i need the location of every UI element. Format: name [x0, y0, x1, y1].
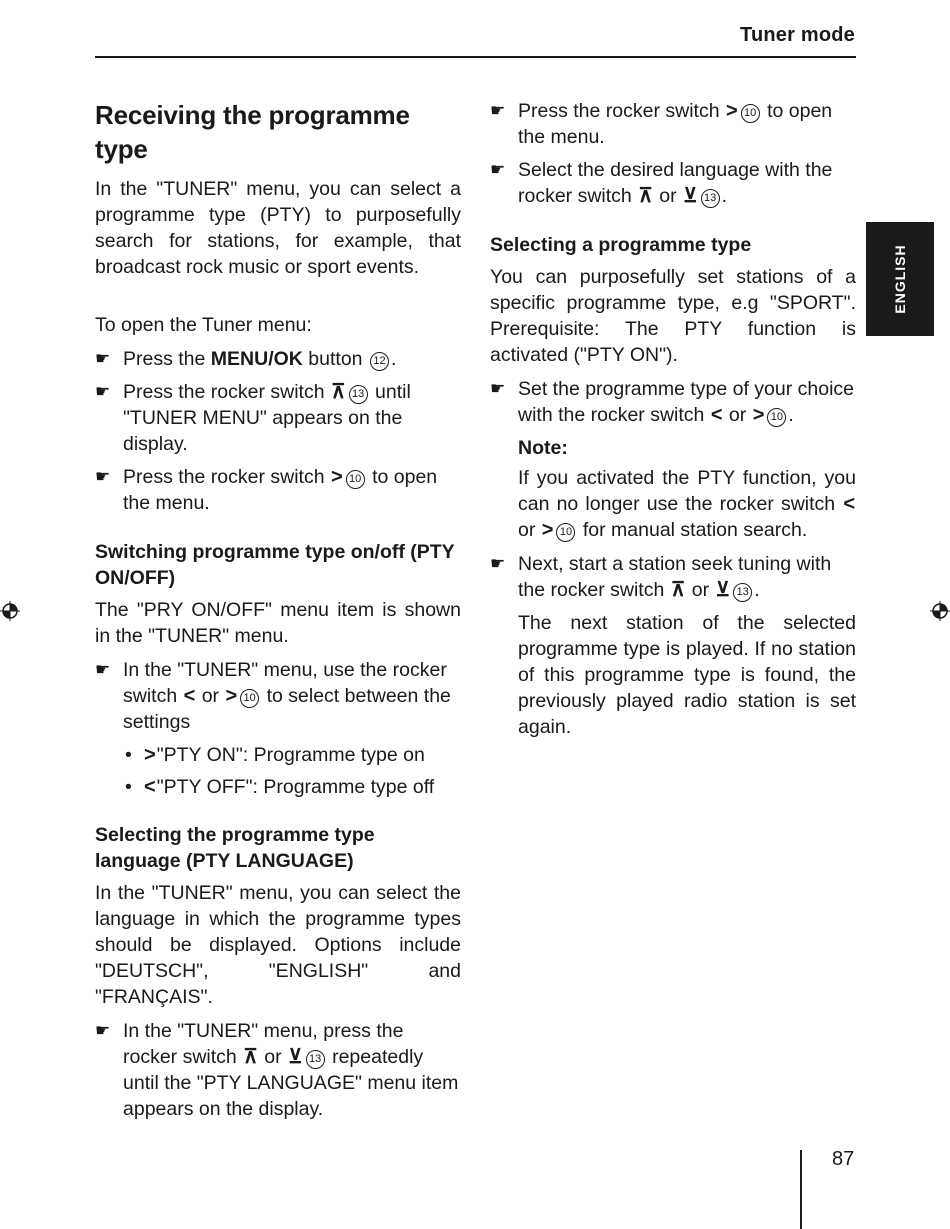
intro-paragraph: In the "TUNER" menu, you can select a programme type (PTY) to purposefully search for stations, for example, that broadcast rock music or sport events. — [95, 178, 461, 278]
ref-number-13: 13 — [306, 1050, 325, 1069]
page-number-rule — [800, 1150, 802, 1229]
pty-language-description: In the "TUNER" menu, you can select the language in which the programme types should be displayed. Options include "DEUTSCH", "ENGLISH" and "FRANÇAIS". — [95, 882, 461, 1008]
rocker-right-icon: > — [330, 466, 343, 488]
language-tab — [866, 222, 934, 336]
ref-number-13: 13 — [349, 385, 368, 404]
step-set-programme-type: ☛ Set the programme type of your choice with the rocker switch < or > 10 . — [490, 378, 855, 426]
option-pty-off: • <"PTY OFF": Programme type off — [125, 776, 435, 798]
step-open-menu: ☛ Press the rocker switch > 10 to open the menu. — [95, 466, 438, 514]
rocker-down-icon: ⊻ — [715, 579, 731, 601]
step-seek-tuning: ☛ Next, start a station seek tuning with the rocker switch ⊼ or ⊻ 13 . — [490, 553, 832, 601]
rocker-down-icon: ⊻ — [288, 1046, 303, 1068]
page-number: 87 — [832, 1148, 855, 1170]
rocker-left-icon: < — [710, 404, 723, 426]
bullet-icon: • — [125, 776, 132, 798]
ref-number-10: 10 — [240, 689, 259, 708]
step-press-menu-ok: ☛ Press the MENU/OK button 12 . — [95, 348, 397, 370]
heading-select-programme-type: Selecting a programme type — [490, 234, 752, 256]
ref-number-10: 10 — [346, 470, 365, 489]
pointing-hand-icon: ☛ — [95, 349, 111, 368]
ref-number-12: 12 — [370, 352, 389, 371]
menu-ok-button-label: MENU/OK — [210, 348, 303, 370]
pointing-hand-icon: ☛ — [490, 101, 506, 120]
rocker-right-icon: > — [144, 744, 156, 766]
rocker-right-icon: > — [541, 519, 554, 541]
step-rocker-up: ☛ Press the rocker switch ⊼ 13 until "TUNER MENU" appears on the display. — [95, 381, 411, 455]
pointing-hand-icon: ☛ — [95, 467, 111, 486]
ref-number-13: 13 — [701, 189, 720, 208]
pointing-hand-icon: ☛ — [95, 382, 111, 401]
rocker-left-icon: < — [843, 493, 855, 515]
step-pty-language: ☛ In the "TUNER" menu, press the rocker switch ⊼ or ⊻ 13 repeatedly until the "PTY LANGUAGE" menu item appears on the display. — [95, 1020, 459, 1120]
pointing-hand-icon: ☛ — [95, 1021, 111, 1040]
rocker-up-icon: ⊼ — [330, 381, 346, 403]
section-title: Receiving the programme type — [95, 100, 410, 164]
rocker-up-icon: ⊼ — [243, 1046, 258, 1068]
pointing-hand-icon: ☛ — [490, 379, 506, 398]
ref-number-13: 13 — [733, 583, 752, 602]
registration-mark-icon — [0, 601, 20, 621]
pty-on-off-description: The "PRY ON/OFF" menu item is shown in the "TUNER" menu. — [95, 599, 461, 647]
note-title: Note: — [518, 437, 568, 459]
rocker-left-icon: < — [183, 685, 196, 707]
header-rule — [95, 56, 856, 58]
language-tab-label: ENGLISH — [892, 244, 908, 314]
section-header: Tuner mode — [740, 24, 855, 46]
seek-result-text: The next station of the selected programme type is played. If no station of this programme type is found, the previously played radio station is set again. — [518, 612, 856, 738]
heading-pty-language: Selecting the programme type language (PTY LANGUAGE) — [95, 824, 375, 872]
rocker-up-icon: ⊼ — [638, 185, 653, 207]
rocker-right-icon: > — [752, 404, 765, 426]
rocker-up-icon: ⊼ — [670, 579, 686, 601]
pointing-hand-icon: ☛ — [490, 160, 506, 179]
note-text: If you activated the PTY function, you can no longer use the rocker switch < or > 10 for manual station search. — [518, 467, 856, 541]
registration-mark-icon — [930, 601, 950, 621]
open-menu-label: To open the Tuner menu: — [95, 314, 312, 336]
select-programme-description: You can purposefully set stations of a specific programme type, e.g "SPORT". Prerequisite: The PTY function is activated ("PTY ON"). — [490, 266, 856, 366]
ref-number-10: 10 — [767, 408, 786, 427]
rocker-left-icon: < — [144, 776, 156, 798]
pointing-hand-icon: ☛ — [95, 660, 111, 679]
ref-number-10: 10 — [741, 104, 760, 123]
left-column — [95, 98, 461, 1129]
right-column — [490, 98, 856, 740]
ref-number-10: 10 — [556, 523, 575, 542]
step-select-setting: ☛ In the "TUNER" menu, use the rocker switch < or > 10 to select between the settings — [95, 659, 451, 733]
step-select-language: ☛ Select the desired language with the rocker switch ⊼ or ⊻ 13 . — [490, 159, 833, 207]
bullet-icon: • — [125, 744, 132, 766]
rocker-right-icon: > — [225, 685, 238, 707]
rocker-down-icon: ⊻ — [683, 185, 698, 207]
rocker-right-icon: > — [725, 100, 738, 122]
pointing-hand-icon: ☛ — [490, 554, 506, 573]
option-pty-on: • >"PTY ON": Programme type on — [125, 744, 425, 766]
step-open-language-menu: ☛ Press the rocker switch > 10 to open the menu. — [490, 100, 833, 148]
heading-pty-on-off: Switching programme type on/off (PTY ON/OFF) — [95, 541, 455, 589]
